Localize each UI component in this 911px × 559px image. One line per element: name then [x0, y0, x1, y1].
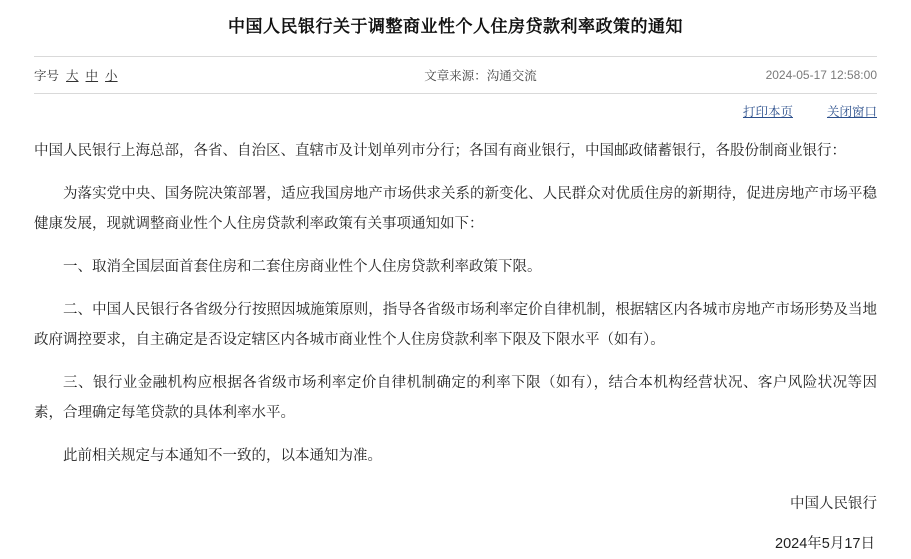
- title-bar: [0, 0, 911, 56]
- paragraph-closing: 此前相关规定与本通知不一致的，以本通知为准。: [63, 448, 382, 464]
- fontsize-medium-link[interactable]: 中: [85, 69, 99, 83]
- fontsize-label: 字号: [34, 69, 60, 83]
- meta-row: [34, 57, 877, 93]
- paragraph-preamble: 为落实党中央、国务院决策部署，适应我国房地产市场供求关系的新变化、人民群众对优质住房的新期待，促进房地产市场平稳健康发展，现就调整商业性个人住房贷款利率政策有关事项通知如下：: [34, 186, 877, 232]
- print-page-link[interactable]: 打印本页: [742, 105, 793, 119]
- paragraph-item-2: 二、中国人民银行各省级分行按照因城施策原则，指导各省级市场利率定价自律机制，根据辖区内各城市房地产市场形势及当地政府调控要求，自主确定是否设定辖区内各城市商业性个人住房贷款利率下限及下限水平（如有）。: [34, 302, 877, 348]
- paragraph-item-1: 一、取消全国层面首套住房和二套住房商业性个人住房贷款利率政策下限。: [63, 259, 542, 275]
- paragraph-item-3: 三、银行业金融机构应根据各省级市场利率定价自律机制确定的利率下限（如有），结合本机构经营状况、客户风险状况等因素，合理确定每笔贷款的具体利率水平。: [34, 375, 877, 421]
- action-links: [34, 94, 877, 128]
- publish-datetime: 2024-05-17 12:58:00: [765, 68, 877, 82]
- document-body: [34, 128, 877, 559]
- signature-date: 2024年5月17日: [775, 536, 875, 552]
- source-value: 沟通交流: [486, 69, 537, 83]
- article-source: [314, 66, 647, 84]
- fontsize-small-link[interactable]: 小: [105, 69, 118, 83]
- paragraph-salutation: 中国人民银行上海总部，各省、自治区、直辖市及计划单列市分行；各国有商业银行，中国邮政储蓄银行，各股份制商业银行：: [34, 143, 846, 159]
- page-title: 中国人民银行关于调整商业性个人住房贷款利率政策的通知: [228, 17, 683, 36]
- fontsize-control: [34, 66, 354, 84]
- close-window-link[interactable]: 关闭窗口: [826, 105, 877, 119]
- source-label: 文章来源：: [424, 69, 487, 83]
- fontsize-large-link[interactable]: 大: [66, 69, 79, 83]
- signature-issuer: 中国人民银行: [790, 496, 877, 512]
